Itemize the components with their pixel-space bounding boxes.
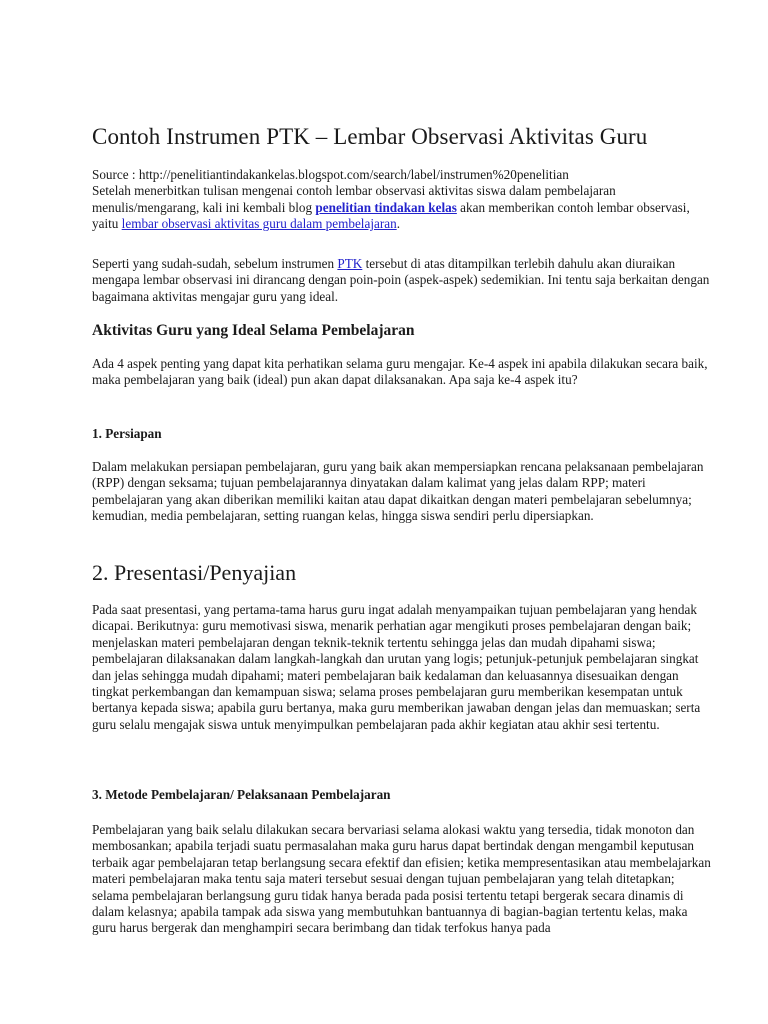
- ptk-paragraph: [92, 256, 714, 305]
- intro-text-continued: akan memberikan contoh lembar observasi, yaitu: [92, 199, 690, 232]
- source-line: Source : http://penelitiantindakankelas.blogspot.com/search/label/instrumen%20penelitian: [92, 167, 569, 182]
- persiapan-paragraph: Dalam melakukan persiapan pembelajaran, guru yang baik akan mempersiapkan rencana pelaksanaan pembelajaran (RPP) dengan seksama; tujuan pembelajarannya dinyatakan dalam kalimat yang jelas dalam RPP; materi pembelajaran yang akan diberikan memiliki kaitan atau dapat dikaitkan dengan materi pembelajaran sebelumnya; kemudian, media pembelajaran, setting ruangan kelas, hingga siswa sendiri perlu dipersiapkan.: [92, 459, 704, 524]
- metode-paragraph: Pembelajaran yang baik selalu dilakukan secara bervariasi selama alokasi waktu yang tersedia, tidak monoton dan membosankan; apabila terjadi suatu permasalahan maka guru harus dapat bertindak dengan mengambil keputusan terbaik agar pembelajaran tetap berlangsung secara efektif dan efisien; ketika mempresentasikan atau membelajarkan materi pembelajaran maka tentu saja materi tersebut sesuai dengan tujuan pembelajaran yang telah ditetapkan; selama pembelajaran berlangsung guru tidak hanya berada pada posisi tertentu tetapi bergerak secara dinamis di dalam kelasnya; apabila tampak ada siswa yang membutuhkan bantuannya di bagian-bagian tertentu kelas, maka guru harus bergerak dan menghampiri secara berimbang dan tidak terfokus hanya pada: [92, 822, 711, 936]
- blog-link[interactable]: penelitian tindakan kelas: [315, 199, 457, 215]
- intro-text-end: .: [396, 216, 400, 232]
- ptk-text: Seperti yang sudah-sudah, sebelum instrumen: [92, 256, 338, 271]
- page-title: Contoh Instrumen PTK – Lembar Observasi Aktivitas Guru: [92, 124, 648, 149]
- intro-paragraph: [92, 167, 714, 233]
- heading-ideal: Aktivitas Guru yang Ideal Selama Pembelajaran: [92, 322, 415, 339]
- heading-presentasi: 2. Presentasi/Penyajian: [92, 560, 297, 585]
- ptk-text-continued: tersebut di atas ditampilkan terlebih dahulu akan diuraikan mengapa lembar observasi ini dirancang dengan poin-poin (aspek-aspek) sedemikian. Ini tentu saja berkaitan dengan bagaimana aktivitas mengajar guru yang ideal.: [92, 256, 710, 304]
- intro-text: Setelah menerbitkan tulisan mengenai contoh lembar observasi aktivitas siswa dalam pembelajaran menulis/mengarang, kali ini kembali blog: [92, 183, 616, 215]
- ideal-paragraph: Ada 4 aspek penting yang dapat kita perhatikan selama guru mengajar. Ke-4 aspek ini apabila dilakukan secara baik, maka pembelajaran yang baik (ideal) pun akan dapat dilaksanakan. Apa saja ke-4 aspek itu?: [92, 356, 708, 388]
- heading-metode: 3. Metode Pembelajaran/ Pelaksanaan Pembelajaran: [92, 787, 391, 802]
- heading-persiapan: 1. Persiapan: [92, 426, 162, 441]
- observation-link[interactable]: lembar observasi aktivitas guru dalam pembelajaran: [121, 216, 397, 232]
- presentasi-paragraph: Pada saat presentasi, yang pertama-tama harus guru ingat adalah menyampaikan tujuan pembelajaran yang hendak dicapai. Berikutnya: guru memotivasi siswa, menarik perhatian agar mengikuti proses pembelajaran dengan baik; menjelaskan materi pembelajaran dengan teknik-teknik tertentu sehingga jelas dan mudah dipahami siswa; pembelajaran dilaksanakan dalam langkah-langkah dan urutan yang logis; petunjuk-petunjuk pembelajaran singkat dan jelas sehingga mudah dipahami; materi pembelajaran baik kedalaman dan keluasannya disesuaikan dengan tingkat perkembangan dan kemampuan siswa; selama proses pembelajaran guru memberikan kesempatan untuk bertanya kepada siswa; apabila guru bertanya, maka guru memberikan jawaban dengan jelas dan memuaskan; serta guru selalu mengajak siswa untuk menyimpulkan pembelajaran pada akhir kegiatan atau akhir sesi tertentu.: [92, 602, 701, 732]
- ptk-link[interactable]: PTK: [337, 256, 363, 271]
